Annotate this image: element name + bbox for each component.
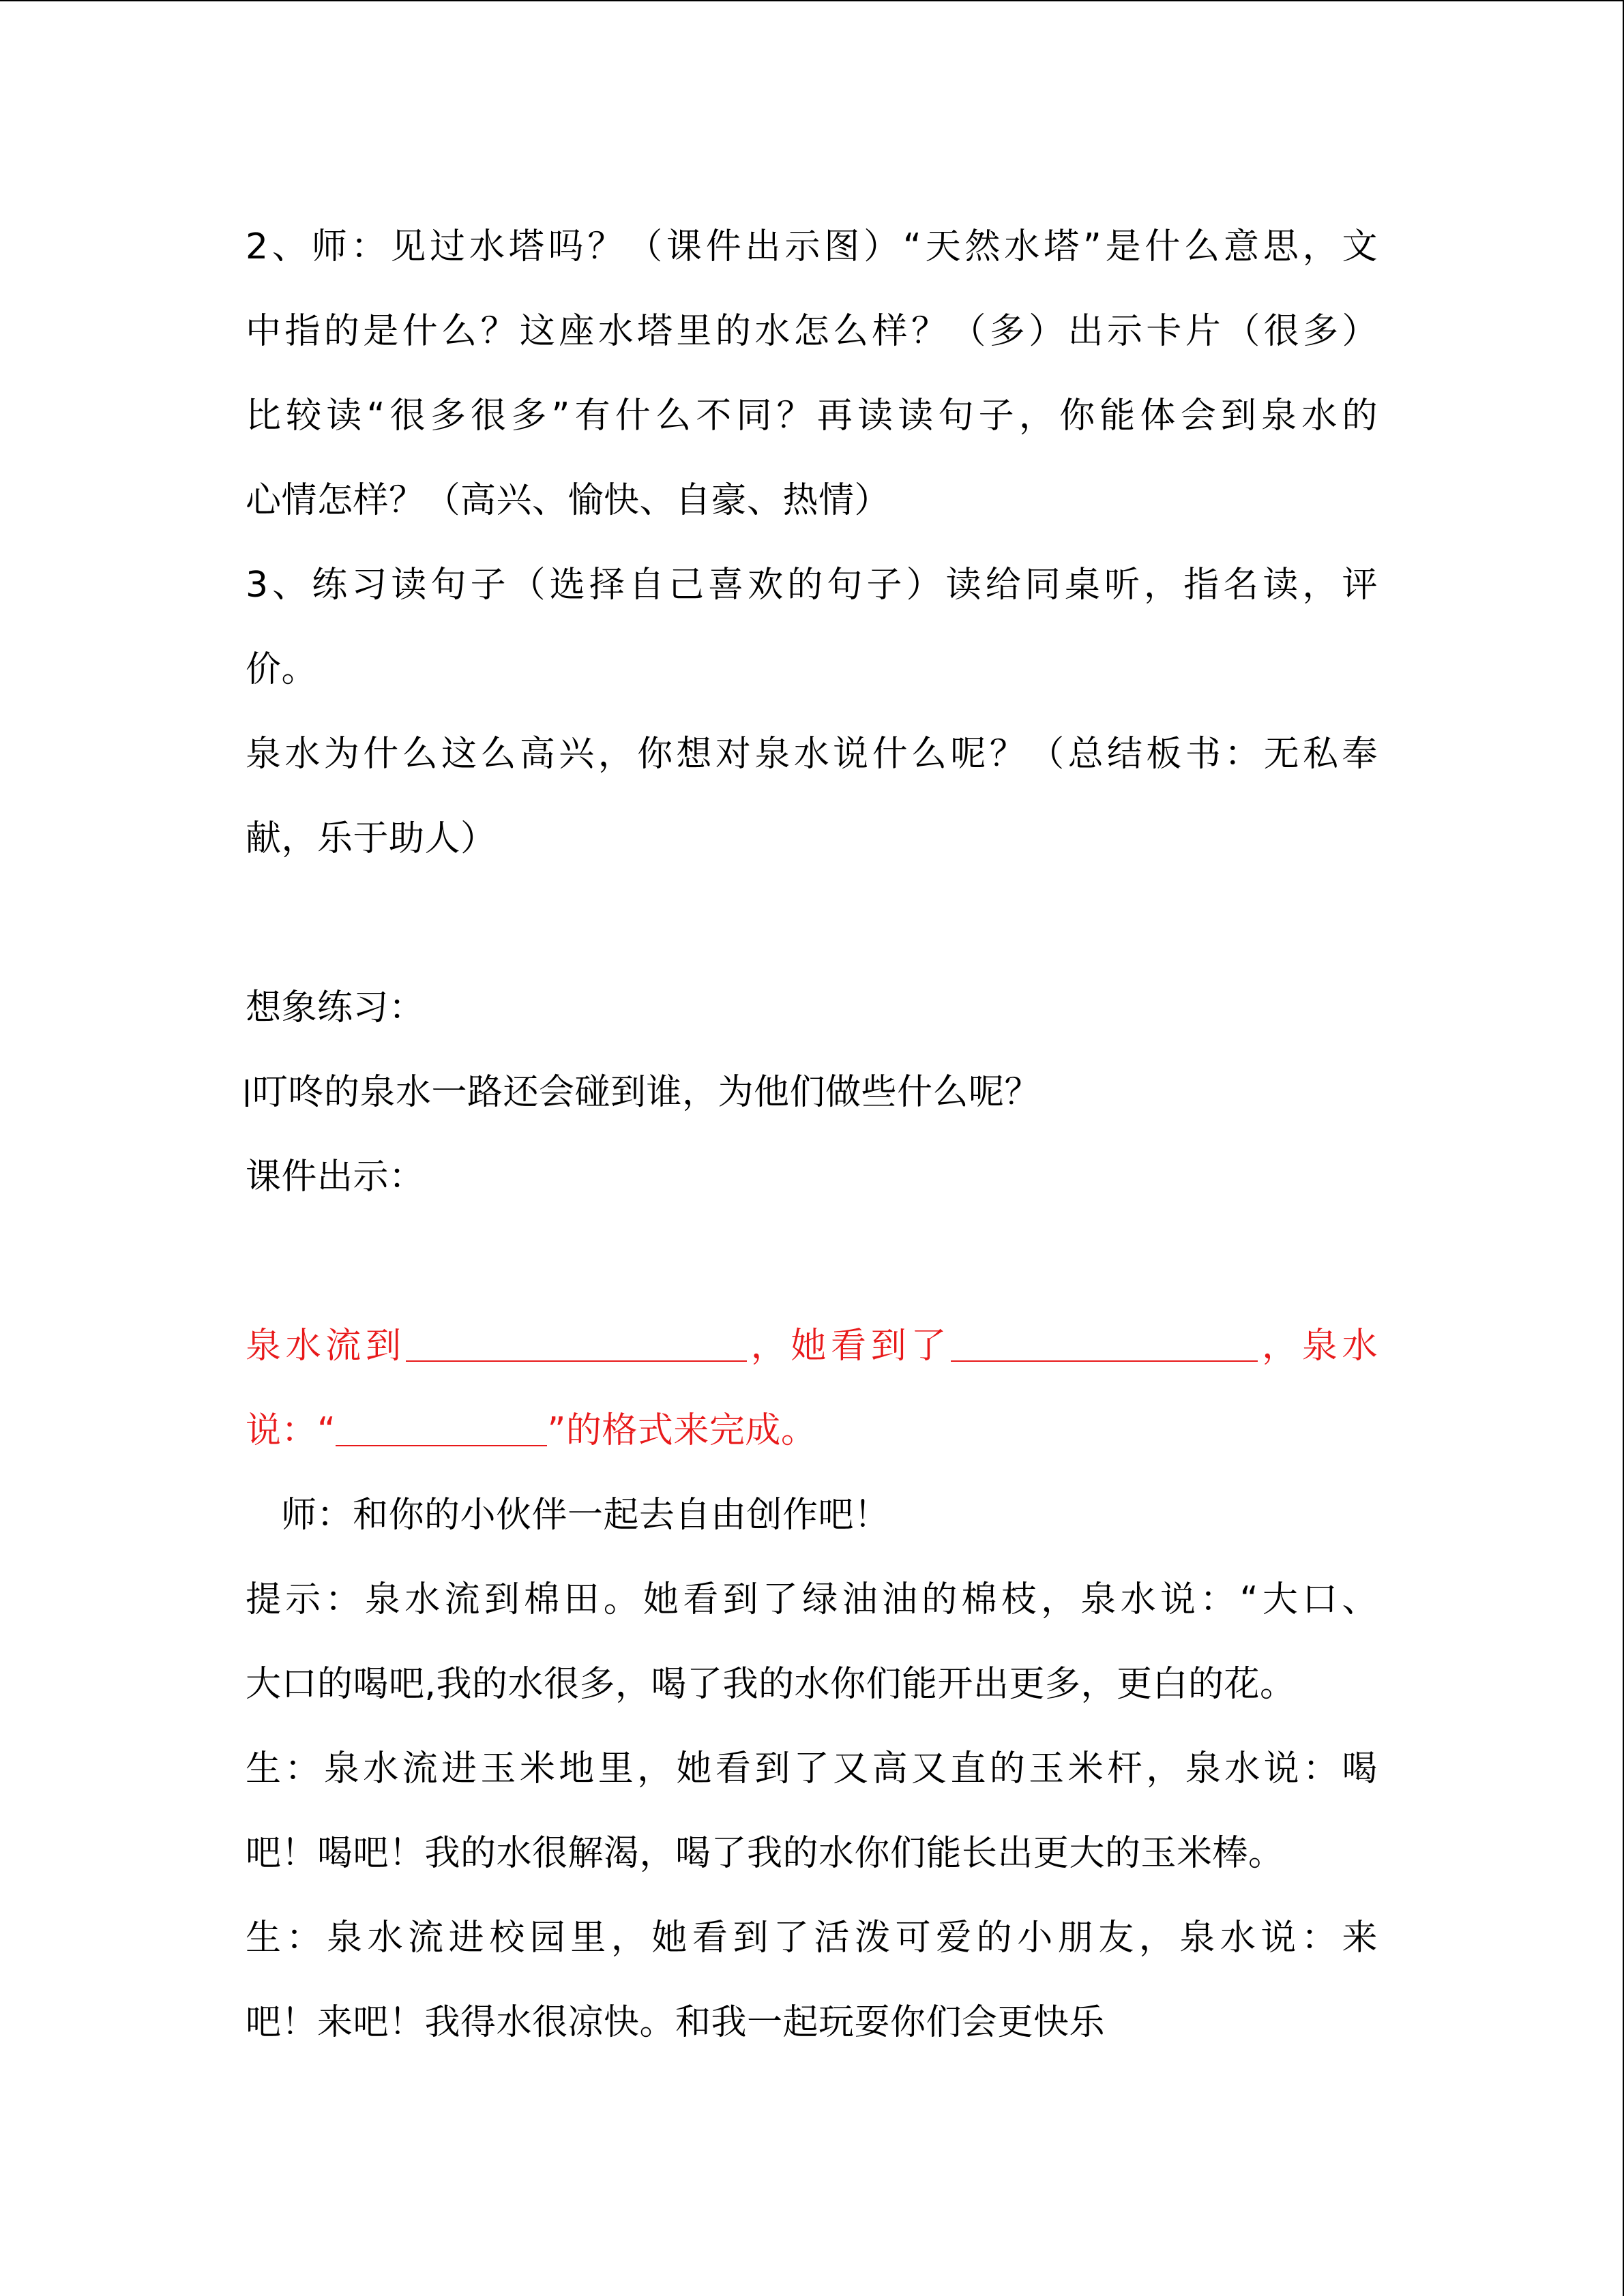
paragraph-summary [246, 712, 1378, 881]
paragraph-hint [246, 1557, 1378, 1727]
fill-in-template-line-1 [246, 1304, 1378, 1388]
text-line: 泉水为什么这么高兴，你想对泉水说什么呢？（总结板书：无私奉 [246, 734, 1378, 775]
section-title-imagine: 想象练习： [246, 987, 425, 1028]
text-line: 比较读“很多很多”有什么不同？再读读句子，你能体会到泉水的 [246, 396, 1378, 436]
text-line: 生：泉水流进玉米地里，她看到了又高又直的玉米杆，泉水说：喝 [246, 1748, 1378, 1789]
text-line: 吧！喝吧！我的水很解渴，喝了我的水你们能长出更大的玉米棒。 [246, 1833, 1284, 1874]
text-line: 吧！来吧！我得水很凉快。和我一起玩耍你们会更快乐 [246, 2002, 1106, 2043]
text-cursor-mark [246, 1079, 248, 1107]
teacher-line: 师：和你的小伙伴一起去自由创作吧！ [281, 1495, 890, 1536]
paragraph-student-2 [246, 1896, 1378, 2065]
fill-in-template-line-2 [246, 1388, 1378, 1473]
courseware-label: 课件出示： [246, 1157, 425, 1197]
template-text: ”的格式来完成。 [547, 1410, 817, 1451]
fill-blank-speech [336, 1410, 547, 1446]
text-line: 中指的是什么？这座水塔里的水怎么样？（多）出示卡片（很多） [246, 311, 1378, 352]
text-line: 大口的喝吧,我的水很多，喝了我的水你们能开出更多，更白的花。 [246, 1664, 1296, 1705]
text-line: 献，乐于助人） [246, 818, 497, 859]
text-line: 3、练习读句子（选择自己喜欢的句子）读给同桌听，指名读，评 [246, 565, 1378, 606]
paragraph-question-3 [246, 543, 1378, 712]
document-body [246, 205, 1378, 2065]
text-line: 价。 [246, 649, 318, 690]
text-line: 心情怎样？（高兴、愉快、自豪、热情） [246, 480, 891, 521]
template-text: 泉水流到 [246, 1326, 406, 1367]
blank-line [246, 881, 1378, 966]
template-text: 说：“ [246, 1410, 336, 1451]
imagine-question [246, 1050, 1378, 1135]
text-line: 2、师：见过水塔吗？（课件出示图）“天然水塔”是什么意思，文 [246, 226, 1378, 267]
text-line: 生：泉水流进校园里，她看到了活泼可爱的小朋友，泉水说：来 [246, 1918, 1378, 1958]
blank-line [246, 1219, 1378, 1304]
text-line: 提示：泉水流到棉田。她看到了绿油油的棉枝，泉水说：“大口、 [246, 1579, 1378, 1620]
template-text: ，泉水 [1258, 1326, 1378, 1367]
imagine-question-text: 叮咚的泉水一路还会碰到谁，为他们做些什么呢？ [252, 1072, 1041, 1113]
paragraph-student-1 [246, 1727, 1378, 1896]
fill-blank-place [406, 1325, 747, 1362]
fill-blank-sight [951, 1325, 1258, 1362]
paragraph-question-2 [246, 205, 1378, 543]
template-text: ，她看到了 [746, 1326, 951, 1367]
